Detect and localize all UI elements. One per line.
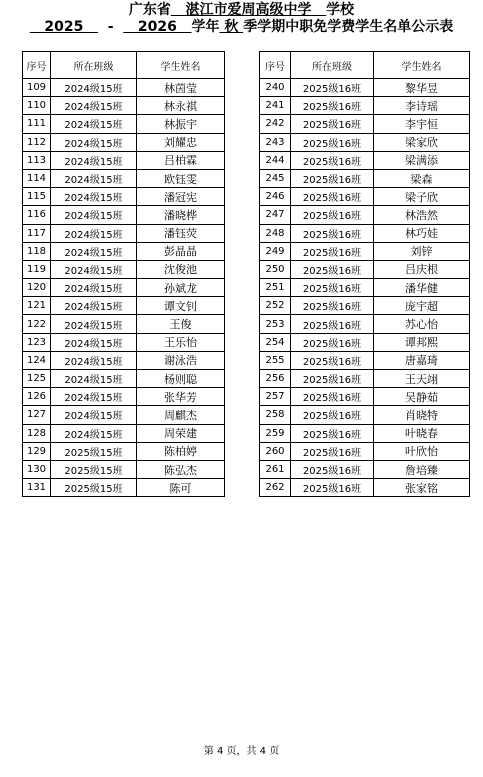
class-cell: 2025级16班 xyxy=(291,133,374,151)
student-name: 梁子欣 xyxy=(374,188,470,206)
row-number: 115 xyxy=(23,188,51,206)
row-number: 111 xyxy=(23,115,51,133)
student-name: 陈弘杰 xyxy=(137,460,225,478)
row-number: 250 xyxy=(260,260,291,278)
season: 秋 xyxy=(224,19,239,35)
row-number: 120 xyxy=(23,279,51,297)
class-cell: 2024级15班 xyxy=(51,388,137,406)
class-cell: 2025级15班 xyxy=(51,460,137,478)
student-name: 吕庆根 xyxy=(374,260,470,278)
row-number: 245 xyxy=(260,169,291,187)
table-row xyxy=(23,133,225,151)
student-name: 林振宇 xyxy=(137,115,225,133)
student-name: 彭晶晶 xyxy=(137,242,225,260)
student-name: 林永祺 xyxy=(137,97,225,115)
class-cell: 2025级16班 xyxy=(291,370,374,388)
row-number: 121 xyxy=(23,297,51,315)
student-name: 孙斌龙 xyxy=(137,279,225,297)
class-cell: 2025级16班 xyxy=(291,260,374,278)
table-row xyxy=(260,97,470,115)
student-name: 王乐怡 xyxy=(137,333,225,351)
table-row xyxy=(260,115,470,133)
class-cell: 2024级15班 xyxy=(51,260,137,278)
student-name: 林浩然 xyxy=(374,206,470,224)
table-row xyxy=(260,224,470,242)
table-row xyxy=(260,260,470,278)
class-cell: 2024级15班 xyxy=(51,279,137,297)
header-no: 序号 xyxy=(23,52,51,79)
class-cell: 2024级15班 xyxy=(51,97,137,115)
table-row xyxy=(260,424,470,442)
class-cell: 2025级16班 xyxy=(291,151,374,169)
table-row xyxy=(23,406,225,424)
class-cell: 2024级15班 xyxy=(51,224,137,242)
student-name: 谭邦熙 xyxy=(374,333,470,351)
table-row xyxy=(23,260,225,278)
row-number: 116 xyxy=(23,206,51,224)
table-row xyxy=(260,460,470,478)
header-name: 学生姓名 xyxy=(374,52,470,79)
table-row xyxy=(23,460,225,478)
row-number: 119 xyxy=(23,260,51,278)
table-row xyxy=(23,333,225,351)
student-name: 苏心怡 xyxy=(374,315,470,333)
class-cell: 2025级16班 xyxy=(291,169,374,187)
table-row xyxy=(23,79,225,97)
row-number: 113 xyxy=(23,151,51,169)
student-name: 周荣建 xyxy=(137,424,225,442)
row-number: 123 xyxy=(23,333,51,351)
row-number: 118 xyxy=(23,242,51,260)
year-end: 2026 xyxy=(137,19,177,35)
class-cell: 2025级16班 xyxy=(291,406,374,424)
header-class: 所在班级 xyxy=(291,52,374,79)
table-row xyxy=(23,351,225,369)
class-cell: 2024级15班 xyxy=(51,115,137,133)
school-name: 湛江市爱周高级中学 xyxy=(185,2,312,18)
student-table-right xyxy=(259,51,470,497)
student-name: 王天翊 xyxy=(374,370,470,388)
student-name: 潘冠宪 xyxy=(137,188,225,206)
table-row xyxy=(23,97,225,115)
school-suffix: 学校 xyxy=(326,2,355,18)
table-header-row xyxy=(260,52,470,79)
table-row xyxy=(260,206,470,224)
table-row xyxy=(260,333,470,351)
row-number: 244 xyxy=(260,151,291,169)
row-number: 124 xyxy=(23,351,51,369)
class-cell: 2025级16班 xyxy=(291,224,374,242)
student-name: 刘耀忠 xyxy=(137,133,225,151)
student-name: 詹培臻 xyxy=(374,460,470,478)
student-name: 叶欣怡 xyxy=(374,442,470,460)
table-row xyxy=(260,406,470,424)
row-number: 110 xyxy=(23,97,51,115)
row-number: 112 xyxy=(23,133,51,151)
xuenian-label: 学年 xyxy=(191,19,220,35)
student-name: 李诗瑶 xyxy=(374,97,470,115)
table-row xyxy=(260,169,470,187)
student-name: 谢泳浩 xyxy=(137,351,225,369)
row-number: 257 xyxy=(260,388,291,406)
student-name: 陈柏婷 xyxy=(137,442,225,460)
table-row xyxy=(260,370,470,388)
class-cell: 2025级16班 xyxy=(291,79,374,97)
class-cell: 2024级15班 xyxy=(51,297,137,315)
title-rest: 季学期中职免学费学生名单公示表 xyxy=(243,19,454,35)
class-cell: 2025级16班 xyxy=(291,206,374,224)
table-row xyxy=(23,151,225,169)
row-number: 259 xyxy=(260,424,291,442)
student-name: 梁森 xyxy=(374,169,470,187)
header-no: 序号 xyxy=(260,52,291,79)
student-name: 潘华健 xyxy=(374,279,470,297)
class-cell: 2024级15班 xyxy=(51,79,137,97)
row-number: 114 xyxy=(23,169,51,187)
row-number: 258 xyxy=(260,406,291,424)
student-name: 张华芳 xyxy=(137,388,225,406)
student-name: 叶晓春 xyxy=(374,424,470,442)
student-name: 梁家欣 xyxy=(374,133,470,151)
row-number: 243 xyxy=(260,133,291,151)
table-row xyxy=(23,279,225,297)
student-name: 吕柏霖 xyxy=(137,151,225,169)
table-row xyxy=(23,206,225,224)
table-row xyxy=(23,188,225,206)
class-cell: 2025级16班 xyxy=(291,115,374,133)
table-row xyxy=(23,315,225,333)
row-number: 262 xyxy=(260,479,291,497)
page-footer: 第 4 页，共 4 页 xyxy=(203,746,280,757)
table-row xyxy=(260,351,470,369)
class-cell: 2025级16班 xyxy=(291,242,374,260)
table-row xyxy=(23,479,225,497)
table-row xyxy=(260,479,470,497)
header-name: 学生姓名 xyxy=(137,52,225,79)
table-row xyxy=(260,315,470,333)
student-name: 谭文钊 xyxy=(137,297,225,315)
table-row xyxy=(260,388,470,406)
class-cell: 2024级15班 xyxy=(51,370,137,388)
table-row xyxy=(260,279,470,297)
table-row xyxy=(23,388,225,406)
row-number: 255 xyxy=(260,351,291,369)
class-cell: 2025级16班 xyxy=(291,442,374,460)
row-number: 129 xyxy=(23,442,51,460)
row-number: 260 xyxy=(260,442,291,460)
year-start: 2025 xyxy=(44,19,84,35)
row-number: 246 xyxy=(260,188,291,206)
table-row xyxy=(260,151,470,169)
class-cell: 2024级15班 xyxy=(51,315,137,333)
student-name: 吴静茹 xyxy=(374,388,470,406)
table-row xyxy=(23,424,225,442)
table-row xyxy=(23,115,225,133)
class-cell: 2025级16班 xyxy=(291,424,374,442)
student-name: 刘锌 xyxy=(374,242,470,260)
table-row xyxy=(260,188,470,206)
row-number: 128 xyxy=(23,424,51,442)
header-class: 所在班级 xyxy=(51,52,137,79)
class-cell: 2024级15班 xyxy=(51,424,137,442)
row-number: 252 xyxy=(260,297,291,315)
student-name: 李宇恒 xyxy=(374,115,470,133)
year-dash: - xyxy=(107,19,114,35)
table-row xyxy=(260,442,470,460)
row-number: 126 xyxy=(23,388,51,406)
row-number: 251 xyxy=(260,279,291,297)
student-name: 潘晓桦 xyxy=(137,206,225,224)
student-name: 王俊 xyxy=(137,315,225,333)
class-cell: 2024级15班 xyxy=(51,151,137,169)
row-number: 240 xyxy=(260,79,291,97)
row-number: 127 xyxy=(23,406,51,424)
class-cell: 2025级16班 xyxy=(291,388,374,406)
student-name: 林巧娃 xyxy=(374,224,470,242)
class-cell: 2024级15班 xyxy=(51,406,137,424)
class-cell: 2025级16班 xyxy=(291,460,374,478)
table-header-row xyxy=(23,52,225,79)
class-cell: 2025级15班 xyxy=(51,442,137,460)
row-number: 253 xyxy=(260,315,291,333)
class-cell: 2025级16班 xyxy=(291,279,374,297)
student-name: 潘钰荧 xyxy=(137,224,225,242)
student-name: 唐嘉琦 xyxy=(374,351,470,369)
table-row xyxy=(23,242,225,260)
row-number: 256 xyxy=(260,370,291,388)
row-number: 248 xyxy=(260,224,291,242)
student-name: 张家铭 xyxy=(374,479,470,497)
student-name: 沈俊池 xyxy=(137,260,225,278)
table-row xyxy=(23,224,225,242)
row-number: 254 xyxy=(260,333,291,351)
student-name: 庞宇超 xyxy=(374,297,470,315)
student-name: 肖晓特 xyxy=(374,406,470,424)
student-name: 杨则聪 xyxy=(137,370,225,388)
class-cell: 2025级16班 xyxy=(291,97,374,115)
class-cell: 2024级15班 xyxy=(51,188,137,206)
class-cell: 2024级15班 xyxy=(51,169,137,187)
class-cell: 2025级16班 xyxy=(291,333,374,351)
table-row xyxy=(23,169,225,187)
class-cell: 2025级16班 xyxy=(291,351,374,369)
student-name: 欧钰雯 xyxy=(137,169,225,187)
table-row xyxy=(23,442,225,460)
row-number: 125 xyxy=(23,370,51,388)
table-row xyxy=(260,79,470,97)
class-cell: 2025级16班 xyxy=(291,315,374,333)
class-cell: 2024级15班 xyxy=(51,333,137,351)
class-cell: 2024级15班 xyxy=(51,133,137,151)
class-cell: 2025级15班 xyxy=(51,479,137,497)
student-name: 黎华昱 xyxy=(374,79,470,97)
class-cell: 2024级15班 xyxy=(51,351,137,369)
student-name: 梁满添 xyxy=(374,151,470,169)
row-number: 261 xyxy=(260,460,291,478)
class-cell: 2025级16班 xyxy=(291,479,374,497)
row-number: 247 xyxy=(260,206,291,224)
class-cell: 2024级15班 xyxy=(51,242,137,260)
document-title-line2 xyxy=(0,19,483,35)
row-number: 131 xyxy=(23,479,51,497)
table-row xyxy=(23,370,225,388)
row-number: 249 xyxy=(260,242,291,260)
document-title-line1 xyxy=(0,2,483,18)
student-name: 周麒杰 xyxy=(137,406,225,424)
class-cell: 2025级16班 xyxy=(291,188,374,206)
table-row xyxy=(260,242,470,260)
table-row xyxy=(260,297,470,315)
student-name: 陈可 xyxy=(137,479,225,497)
table-row xyxy=(23,297,225,315)
row-number: 130 xyxy=(23,460,51,478)
row-number: 109 xyxy=(23,79,51,97)
table-row xyxy=(260,133,470,151)
student-name: 林茵莹 xyxy=(137,79,225,97)
row-number: 241 xyxy=(260,97,291,115)
class-cell: 2025级16班 xyxy=(291,297,374,315)
row-number: 117 xyxy=(23,224,51,242)
row-number: 122 xyxy=(23,315,51,333)
province: 广东省 xyxy=(128,2,171,18)
student-table-left xyxy=(22,51,225,497)
class-cell: 2024级15班 xyxy=(51,206,137,224)
row-number: 242 xyxy=(260,115,291,133)
